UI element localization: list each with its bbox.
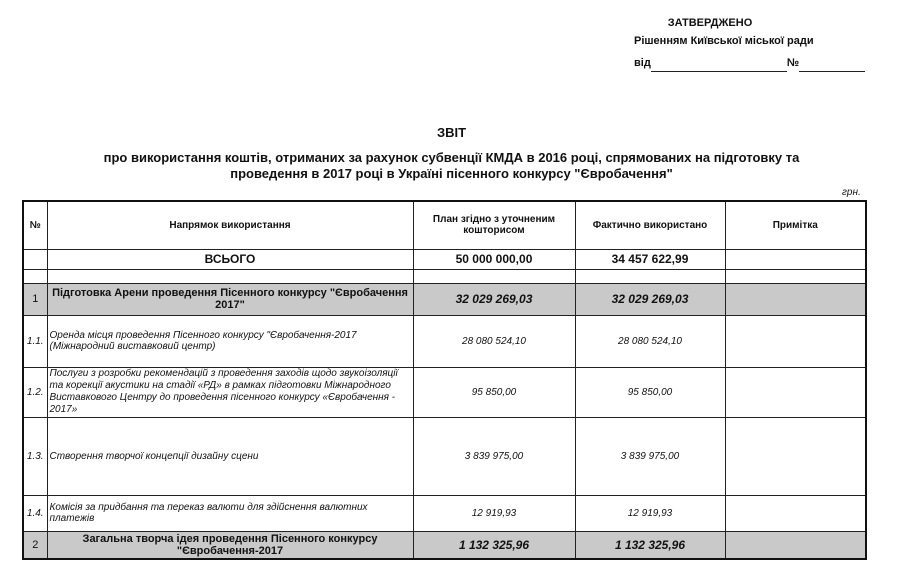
row-note [725, 315, 866, 367]
approval-decision: Рішенням Київської міської ради [634, 35, 814, 47]
row-text: Загальна творча ідея проведення Пісенного конкурсу "Євробачення-2017 [47, 531, 413, 559]
table-row [23, 417, 866, 495]
total-row [23, 249, 866, 269]
row-text: Підготовка Арени проведення Пісенного конкурсу "Євробачення 2017" [47, 283, 413, 315]
row-text: Оренда місця проведення Пісенного конкурсу "Євробачення-2017 (Міжнародний виставковий центр) [47, 315, 413, 367]
row-actual: 28 080 524,10 [575, 315, 725, 367]
table-row [23, 283, 866, 315]
approval-stamp [634, 14, 865, 72]
row-plan: 32 029 269,03 [413, 283, 575, 315]
table-row [23, 495, 866, 531]
row-num: 1.3. [23, 417, 47, 495]
header-actual: Фактично використано [575, 201, 725, 249]
row-num: 1 [23, 283, 47, 315]
row-plan: 3 839 975,00 [413, 417, 575, 495]
table-header-row [23, 201, 866, 249]
row-note [725, 495, 866, 531]
table-row [23, 367, 866, 417]
report-title: ЗВІТ [436, 125, 467, 140]
report-subtitle-line2: проведення в 2017 році в Україні пісенного конкурсу "Євробачення" [230, 166, 673, 181]
row-note [725, 417, 866, 495]
row-actual: 1 132 325,96 [575, 531, 725, 559]
row-note [725, 283, 866, 315]
approval-date-number [634, 54, 865, 72]
row-plan: 12 919,93 [413, 495, 575, 531]
spacer-row [23, 269, 866, 283]
header-num: № [23, 201, 47, 249]
row-plan: 1 132 325,96 [413, 531, 575, 559]
row-num: 1.1. [23, 315, 47, 367]
row-num: 1.4. [23, 495, 47, 531]
row-actual: 95 850,00 [575, 367, 725, 417]
row-num: 1.2. [23, 367, 47, 417]
number-label: № [786, 57, 800, 69]
row-actual: 32 029 269,03 [575, 283, 725, 315]
report-subtitle-line1: про використання коштів, отриманих за рахунок субвенції КМДА в 2016 році, спрямованих на підготовку та [103, 150, 800, 165]
row-note [725, 531, 866, 559]
header-direction: Напрямок використання [47, 201, 413, 249]
total-label: ВСЬОГО [47, 249, 413, 269]
header-plan: План згідно з уточненим кошторисом [413, 201, 575, 249]
table-row [23, 315, 866, 367]
report-table [22, 200, 867, 560]
row-actual: 3 839 975,00 [575, 417, 725, 495]
row-text: Послуги з розробки рекомендацій з проведення заходів щодо звукоізоляції та корекції акустики на стадії «РД» в рамках підготовки Міжнародного Виставкового Центру до проведення пісенного конкурсу «Євробачення - 2017» [47, 367, 413, 417]
header-note: Примітка [725, 201, 866, 249]
row-note [725, 367, 866, 417]
currency-unit: грн. [842, 187, 861, 198]
row-text: Комісія за придбання та переказ валюти для здійснення валютних платежів [47, 495, 413, 531]
from-label: від [634, 57, 651, 69]
row-num: 2 [23, 531, 47, 559]
row-plan: 95 850,00 [413, 367, 575, 417]
row-actual: 12 919,93 [575, 495, 725, 531]
row-text: Створення творчої концепції дизайну сцени [47, 417, 413, 495]
date-blank-line [651, 59, 787, 72]
number-blank-line [799, 59, 865, 72]
approval-title: ЗАТВЕРДЖЕНО [667, 17, 753, 29]
table-row [23, 531, 866, 559]
total-actual: 34 457 622,99 [575, 249, 725, 269]
row-plan: 28 080 524,10 [413, 315, 575, 367]
total-plan: 50 000 000,00 [413, 249, 575, 269]
